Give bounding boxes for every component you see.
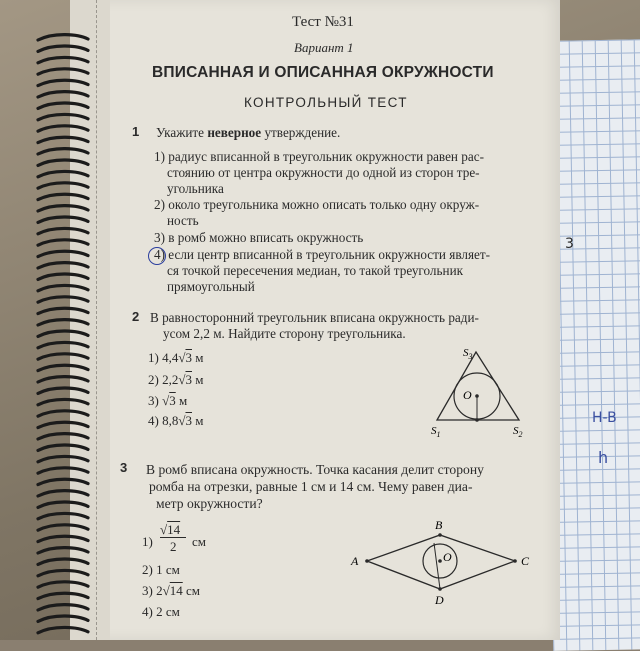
spiral-coil <box>38 149 88 154</box>
spiral-coil <box>38 491 88 496</box>
spiral-coil <box>38 92 88 97</box>
spiral-coil <box>38 365 88 370</box>
spiral-coil <box>38 342 88 347</box>
vertex-a-label: A <box>351 554 359 568</box>
spiral-coil <box>38 285 88 290</box>
question-2-number: 2 <box>132 309 140 324</box>
vertex-c-label: C <box>521 554 530 568</box>
vertex-s1-label: $S_1$ <box>431 425 441 439</box>
spiral-coil <box>38 456 88 461</box>
spiral-coil <box>38 80 88 85</box>
spiral-coil <box>38 593 88 598</box>
page-title: ВПИСАННАЯ И ОПИСАННАЯ ОКРУЖНОСТИ <box>152 64 494 81</box>
spiral-coil <box>38 114 88 119</box>
q2-option-3: 3) √3 м <box>148 393 188 408</box>
q3-option-2: 2) 1 см <box>142 562 180 577</box>
question-1-number: 1 <box>132 124 140 139</box>
spiral-coil <box>38 502 88 507</box>
spiral-coil <box>38 570 88 575</box>
center-point <box>475 394 479 398</box>
q2-option-1: 1) 4,4√3 м <box>148 350 204 365</box>
vertex-d-label: D <box>435 593 444 607</box>
spiral-coil <box>38 183 88 188</box>
q1-option-2: 2) около треугольника можно описать только одну окруж- ность <box>154 197 480 228</box>
vertex-d-point <box>438 587 442 591</box>
spiral-coil <box>38 171 88 176</box>
spiral-coil <box>38 240 88 245</box>
spiral-coil <box>38 422 88 427</box>
spiral-coil <box>38 388 88 393</box>
spiral-coil <box>38 536 88 541</box>
spiral-coil <box>38 217 88 222</box>
spiral-coil <box>38 331 88 336</box>
spiral-coil <box>38 194 88 199</box>
spiral-coil <box>38 228 88 233</box>
spiral-coil <box>38 137 88 142</box>
spiral-coil <box>38 582 88 587</box>
spiral-coil <box>38 548 88 553</box>
spiral-coil <box>38 274 88 279</box>
spiral-coil <box>38 627 88 632</box>
spiral-coil <box>38 57 88 62</box>
spiral-coil <box>38 297 88 302</box>
question-1-prompt: Укажите неверное утверждение. <box>156 125 341 140</box>
spiral-coil <box>38 377 88 382</box>
vertex-s2-label: $S_2$ <box>513 425 523 439</box>
handwritten-note-2: h <box>598 448 609 467</box>
rhombus-figure <box>345 515 535 610</box>
vertex-c-point <box>513 559 517 563</box>
diameter-line <box>434 543 440 589</box>
spiral-coil <box>38 605 88 610</box>
q3-option-3: 3) 2√14 см <box>142 583 200 598</box>
spiral-coil <box>38 445 88 450</box>
handwritten-note-3: 3 <box>565 236 574 252</box>
variant-label: Вариант 1 <box>294 40 354 55</box>
spiral-coil <box>38 320 88 325</box>
spiral-coil <box>38 103 88 108</box>
rhombus-center-label: O <box>443 550 452 564</box>
q1-option-4: 4) если центр вписанной в треугольник окружности являет- ся точкой пересечения медиан, то такой треугольник прямоугольный <box>154 247 491 294</box>
spiral-coil <box>38 251 88 256</box>
spiral-coil <box>38 354 88 359</box>
spiral-coil <box>38 616 88 621</box>
spiral-binding <box>34 30 94 640</box>
page-subtitle: КОНТРОЛЬНЫЙ ТЕСТ <box>244 95 408 110</box>
spiral-coil <box>38 525 88 530</box>
test-number: Тест №31 <box>292 14 354 30</box>
question-3-text: В ромб вписана окружность. Точка касания делит сторону ромба на отрезки, равные 1 см и 14 см. Чему равен диа- метр окружности? <box>146 462 484 511</box>
vertex-b-label: B <box>435 518 443 532</box>
spiral-coil <box>38 263 88 268</box>
question-2-text: В равносторонний треугольник вписана окружность ради- усом 2,2 м. Найдите сторону треугольника. <box>150 310 479 341</box>
q3-option-4: 4) 2 см <box>142 604 180 619</box>
vertex-s3-label: $S_3$ <box>463 347 473 361</box>
rhombus-center-point <box>438 559 442 563</box>
spiral-coil <box>38 513 88 518</box>
triangle-shape <box>437 352 519 420</box>
spiral-coil <box>38 434 88 439</box>
q1-option-3: 3) в ромб можно вписать окружность <box>154 230 364 245</box>
spiral-coil <box>38 126 88 131</box>
spiral-coil <box>38 468 88 473</box>
question-3-number: 3 <box>120 460 128 475</box>
spiral-coil <box>38 308 88 313</box>
spiral-coil <box>38 411 88 416</box>
spiral-coil <box>38 479 88 484</box>
q2-option-2: 2) 2,2√3 м <box>148 372 204 387</box>
vertex-b-point <box>438 533 442 537</box>
perforation-line <box>96 0 97 640</box>
spiral-coil <box>38 559 88 564</box>
q1-option-1: 1) радиус вписанной в треугольник окружности равен рас- стоянию от центра окружности до одной из сторон тре- угольника <box>154 149 484 196</box>
center-label: O <box>463 388 472 402</box>
spiral-coil <box>38 46 88 51</box>
tangent-point <box>475 418 479 422</box>
triangle-figure <box>425 340 535 440</box>
q2-option-4: 4) 8,8√3 м <box>148 413 204 428</box>
spiral-coil <box>38 69 88 74</box>
spiral-coil <box>38 35 88 40</box>
spiral-coil <box>38 160 88 165</box>
spiral-coil <box>38 206 88 211</box>
handwritten-note-1: H-B <box>592 410 617 426</box>
spiral-coil <box>38 399 88 404</box>
vertex-a-point <box>365 559 369 563</box>
